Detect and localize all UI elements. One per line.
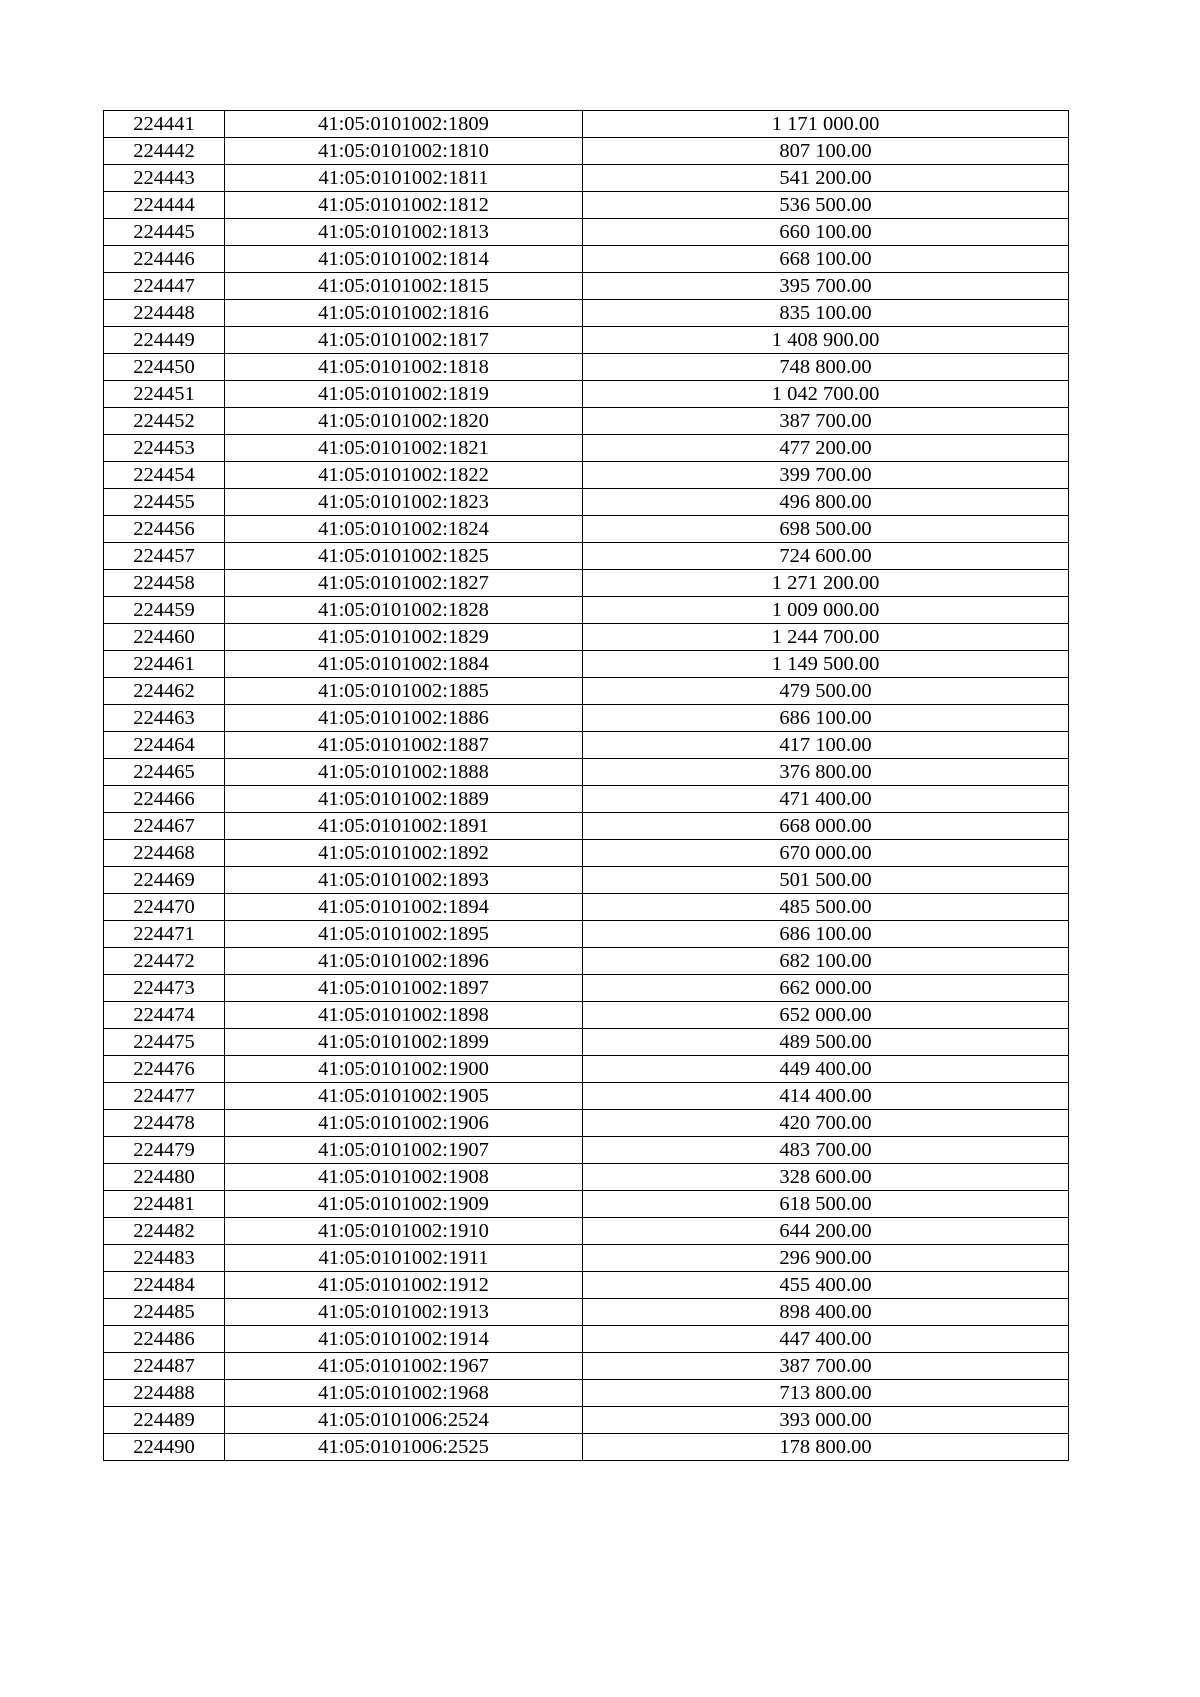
row-number-cell: 224461 [104,651,225,678]
cadastral-number-cell: 41:05:0101002:1817 [225,327,583,354]
table-row [104,651,1069,678]
table-row [104,1056,1069,1083]
table-row [104,435,1069,462]
row-number-cell: 224449 [104,327,225,354]
value-cell: 541 200.00 [583,165,1069,192]
row-number-cell: 224465 [104,759,225,786]
value-cell: 807 100.00 [583,138,1069,165]
table-row [104,246,1069,273]
row-number-cell: 224472 [104,948,225,975]
value-cell: 670 000.00 [583,840,1069,867]
value-cell: 1 149 500.00 [583,651,1069,678]
table-body [104,111,1069,1461]
row-number-cell: 224487 [104,1353,225,1380]
row-number-cell: 224484 [104,1272,225,1299]
row-number-cell: 224457 [104,543,225,570]
value-cell: 686 100.00 [583,921,1069,948]
table-row [104,192,1069,219]
cadastral-number-cell: 41:05:0101002:1968 [225,1380,583,1407]
cadastral-number-cell: 41:05:0101002:1886 [225,705,583,732]
cadastral-number-cell: 41:05:0101002:1894 [225,894,583,921]
value-cell: 668 000.00 [583,813,1069,840]
cadastral-number-cell: 41:05:0101002:1815 [225,273,583,300]
value-cell: 501 500.00 [583,867,1069,894]
value-cell: 660 100.00 [583,219,1069,246]
row-number-cell: 224469 [104,867,225,894]
table-row [104,732,1069,759]
value-cell: 644 200.00 [583,1218,1069,1245]
value-cell: 713 800.00 [583,1380,1069,1407]
table-row [104,1029,1069,1056]
row-number-cell: 224441 [104,111,225,138]
cadastral-number-cell: 41:05:0101002:1898 [225,1002,583,1029]
table-row [104,1245,1069,1272]
table-row [104,705,1069,732]
value-cell: 1 009 000.00 [583,597,1069,624]
cadastral-number-cell: 41:05:0101002:1823 [225,489,583,516]
value-cell: 477 200.00 [583,435,1069,462]
cadastral-number-cell: 41:05:0101002:1896 [225,948,583,975]
value-cell: 898 400.00 [583,1299,1069,1326]
cadastral-number-cell: 41:05:0101002:1884 [225,651,583,678]
cadastral-number-cell: 41:05:0101002:1814 [225,246,583,273]
row-number-cell: 224480 [104,1164,225,1191]
value-cell: 455 400.00 [583,1272,1069,1299]
cadastral-number-cell: 41:05:0101002:1892 [225,840,583,867]
cadastral-number-cell: 41:05:0101002:1899 [225,1029,583,1056]
value-cell: 447 400.00 [583,1326,1069,1353]
row-number-cell: 224478 [104,1110,225,1137]
row-number-cell: 224489 [104,1407,225,1434]
value-cell: 387 700.00 [583,408,1069,435]
value-cell: 662 000.00 [583,975,1069,1002]
value-cell: 328 600.00 [583,1164,1069,1191]
cadastral-number-cell: 41:05:0101002:1827 [225,570,583,597]
row-number-cell: 224481 [104,1191,225,1218]
row-number-cell: 224454 [104,462,225,489]
cadastral-number-cell: 41:05:0101002:1911 [225,1245,583,1272]
table-row [104,1407,1069,1434]
table-row [104,354,1069,381]
cadastral-value-table [103,110,1069,1461]
table-row [104,1272,1069,1299]
value-cell: 485 500.00 [583,894,1069,921]
table-row [104,975,1069,1002]
cadastral-number-cell: 41:05:0101002:1810 [225,138,583,165]
table-row [104,1380,1069,1407]
cadastral-number-cell: 41:05:0101002:1907 [225,1137,583,1164]
row-number-cell: 224471 [104,921,225,948]
value-cell: 496 800.00 [583,489,1069,516]
cadastral-number-cell: 41:05:0101002:1889 [225,786,583,813]
table-row [104,1002,1069,1029]
row-number-cell: 224446 [104,246,225,273]
row-number-cell: 224442 [104,138,225,165]
value-cell: 1 042 700.00 [583,381,1069,408]
value-cell: 652 000.00 [583,1002,1069,1029]
row-number-cell: 224470 [104,894,225,921]
table-row [104,1164,1069,1191]
cadastral-number-cell: 41:05:0101002:1822 [225,462,583,489]
row-number-cell: 224458 [104,570,225,597]
table-row [104,327,1069,354]
row-number-cell: 224466 [104,786,225,813]
cadastral-number-cell: 41:05:0101002:1887 [225,732,583,759]
cadastral-number-cell: 41:05:0101002:1885 [225,678,583,705]
row-number-cell: 224444 [104,192,225,219]
table-row [104,165,1069,192]
value-cell: 399 700.00 [583,462,1069,489]
table-row [104,1353,1069,1380]
value-cell: 376 800.00 [583,759,1069,786]
value-cell: 724 600.00 [583,543,1069,570]
cadastral-number-cell: 41:05:0101002:1914 [225,1326,583,1353]
cadastral-number-cell: 41:05:0101002:1910 [225,1218,583,1245]
cadastral-number-cell: 41:05:0101002:1818 [225,354,583,381]
row-number-cell: 224473 [104,975,225,1002]
row-number-cell: 224460 [104,624,225,651]
table-row [104,786,1069,813]
value-cell: 483 700.00 [583,1137,1069,1164]
row-number-cell: 224443 [104,165,225,192]
row-number-cell: 224475 [104,1029,225,1056]
cadastral-number-cell: 41:05:0101002:1813 [225,219,583,246]
table-row [104,111,1069,138]
cadastral-number-cell: 41:05:0101002:1891 [225,813,583,840]
table-row [104,948,1069,975]
value-cell: 1 408 900.00 [583,327,1069,354]
row-number-cell: 224486 [104,1326,225,1353]
row-number-cell: 224468 [104,840,225,867]
table-row [104,894,1069,921]
value-cell: 178 800.00 [583,1434,1069,1461]
table-row [104,1137,1069,1164]
table-row [104,462,1069,489]
row-number-cell: 224445 [104,219,225,246]
row-number-cell: 224447 [104,273,225,300]
value-cell: 479 500.00 [583,678,1069,705]
row-number-cell: 224476 [104,1056,225,1083]
cadastral-number-cell: 41:05:0101002:1912 [225,1272,583,1299]
value-cell: 387 700.00 [583,1353,1069,1380]
cadastral-number-cell: 41:05:0101002:1897 [225,975,583,1002]
value-cell: 420 700.00 [583,1110,1069,1137]
table-row [104,1110,1069,1137]
cadastral-number-cell: 41:05:0101002:1893 [225,867,583,894]
row-number-cell: 224488 [104,1380,225,1407]
value-cell: 686 100.00 [583,705,1069,732]
table-row [104,543,1069,570]
row-number-cell: 224455 [104,489,225,516]
row-number-cell: 224483 [104,1245,225,1272]
value-cell: 489 500.00 [583,1029,1069,1056]
cadastral-number-cell: 41:05:0101002:1816 [225,300,583,327]
table-row [104,408,1069,435]
value-cell: 835 100.00 [583,300,1069,327]
cadastral-number-cell: 41:05:0101002:1888 [225,759,583,786]
cadastral-number-cell: 41:05:0101002:1820 [225,408,583,435]
table-row [104,921,1069,948]
row-number-cell: 224462 [104,678,225,705]
table-row [104,678,1069,705]
value-cell: 1 171 000.00 [583,111,1069,138]
value-cell: 748 800.00 [583,354,1069,381]
value-cell: 618 500.00 [583,1191,1069,1218]
cadastral-number-cell: 41:05:0101002:1824 [225,516,583,543]
cadastral-number-cell: 41:05:0101002:1909 [225,1191,583,1218]
cadastral-number-cell: 41:05:0101002:1895 [225,921,583,948]
value-cell: 393 000.00 [583,1407,1069,1434]
cadastral-number-cell: 41:05:0101002:1829 [225,624,583,651]
cadastral-number-cell: 41:05:0101002:1906 [225,1110,583,1137]
value-cell: 471 400.00 [583,786,1069,813]
table-row [104,489,1069,516]
value-cell: 1 244 700.00 [583,624,1069,651]
table-row [104,624,1069,651]
cadastral-number-cell: 41:05:0101002:1905 [225,1083,583,1110]
row-number-cell: 224453 [104,435,225,462]
value-cell: 395 700.00 [583,273,1069,300]
value-cell: 417 100.00 [583,732,1069,759]
table-row [104,840,1069,867]
table-row [104,1299,1069,1326]
row-number-cell: 224452 [104,408,225,435]
cadastral-number-cell: 41:05:0101006:2525 [225,1434,583,1461]
value-cell: 682 100.00 [583,948,1069,975]
row-number-cell: 224490 [104,1434,225,1461]
cadastral-number-cell: 41:05:0101002:1819 [225,381,583,408]
value-cell: 536 500.00 [583,192,1069,219]
table-row [104,1191,1069,1218]
row-number-cell: 224450 [104,354,225,381]
row-number-cell: 224482 [104,1218,225,1245]
row-number-cell: 224479 [104,1137,225,1164]
cadastral-number-cell: 41:05:0101002:1825 [225,543,583,570]
value-cell: 414 400.00 [583,1083,1069,1110]
row-number-cell: 224448 [104,300,225,327]
row-number-cell: 224467 [104,813,225,840]
cadastral-number-cell: 41:05:0101002:1809 [225,111,583,138]
table-row [104,273,1069,300]
value-cell: 449 400.00 [583,1056,1069,1083]
cadastral-number-cell: 41:05:0101002:1900 [225,1056,583,1083]
table-row [104,1326,1069,1353]
cadastral-number-cell: 41:05:0101002:1908 [225,1164,583,1191]
table-row [104,597,1069,624]
row-number-cell: 224451 [104,381,225,408]
cadastral-number-cell: 41:05:0101006:2524 [225,1407,583,1434]
table-row [104,1083,1069,1110]
row-number-cell: 224485 [104,1299,225,1326]
table-row [104,381,1069,408]
table-row [104,300,1069,327]
table-row [104,570,1069,597]
table-row [104,1434,1069,1461]
table-row [104,813,1069,840]
table-row [104,759,1069,786]
cadastral-number-cell: 41:05:0101002:1967 [225,1353,583,1380]
cadastral-number-cell: 41:05:0101002:1913 [225,1299,583,1326]
cadastral-number-cell: 41:05:0101002:1812 [225,192,583,219]
row-number-cell: 224456 [104,516,225,543]
row-number-cell: 224464 [104,732,225,759]
value-cell: 1 271 200.00 [583,570,1069,597]
table-row [104,219,1069,246]
table-row [104,867,1069,894]
table-row [104,516,1069,543]
table-row [104,1218,1069,1245]
row-number-cell: 224459 [104,597,225,624]
cadastral-number-cell: 41:05:0101002:1821 [225,435,583,462]
row-number-cell: 224477 [104,1083,225,1110]
row-number-cell: 224474 [104,1002,225,1029]
table-row [104,138,1069,165]
value-cell: 296 900.00 [583,1245,1069,1272]
cadastral-number-cell: 41:05:0101002:1828 [225,597,583,624]
row-number-cell: 224463 [104,705,225,732]
cadastral-number-cell: 41:05:0101002:1811 [225,165,583,192]
value-cell: 668 100.00 [583,246,1069,273]
value-cell: 698 500.00 [583,516,1069,543]
